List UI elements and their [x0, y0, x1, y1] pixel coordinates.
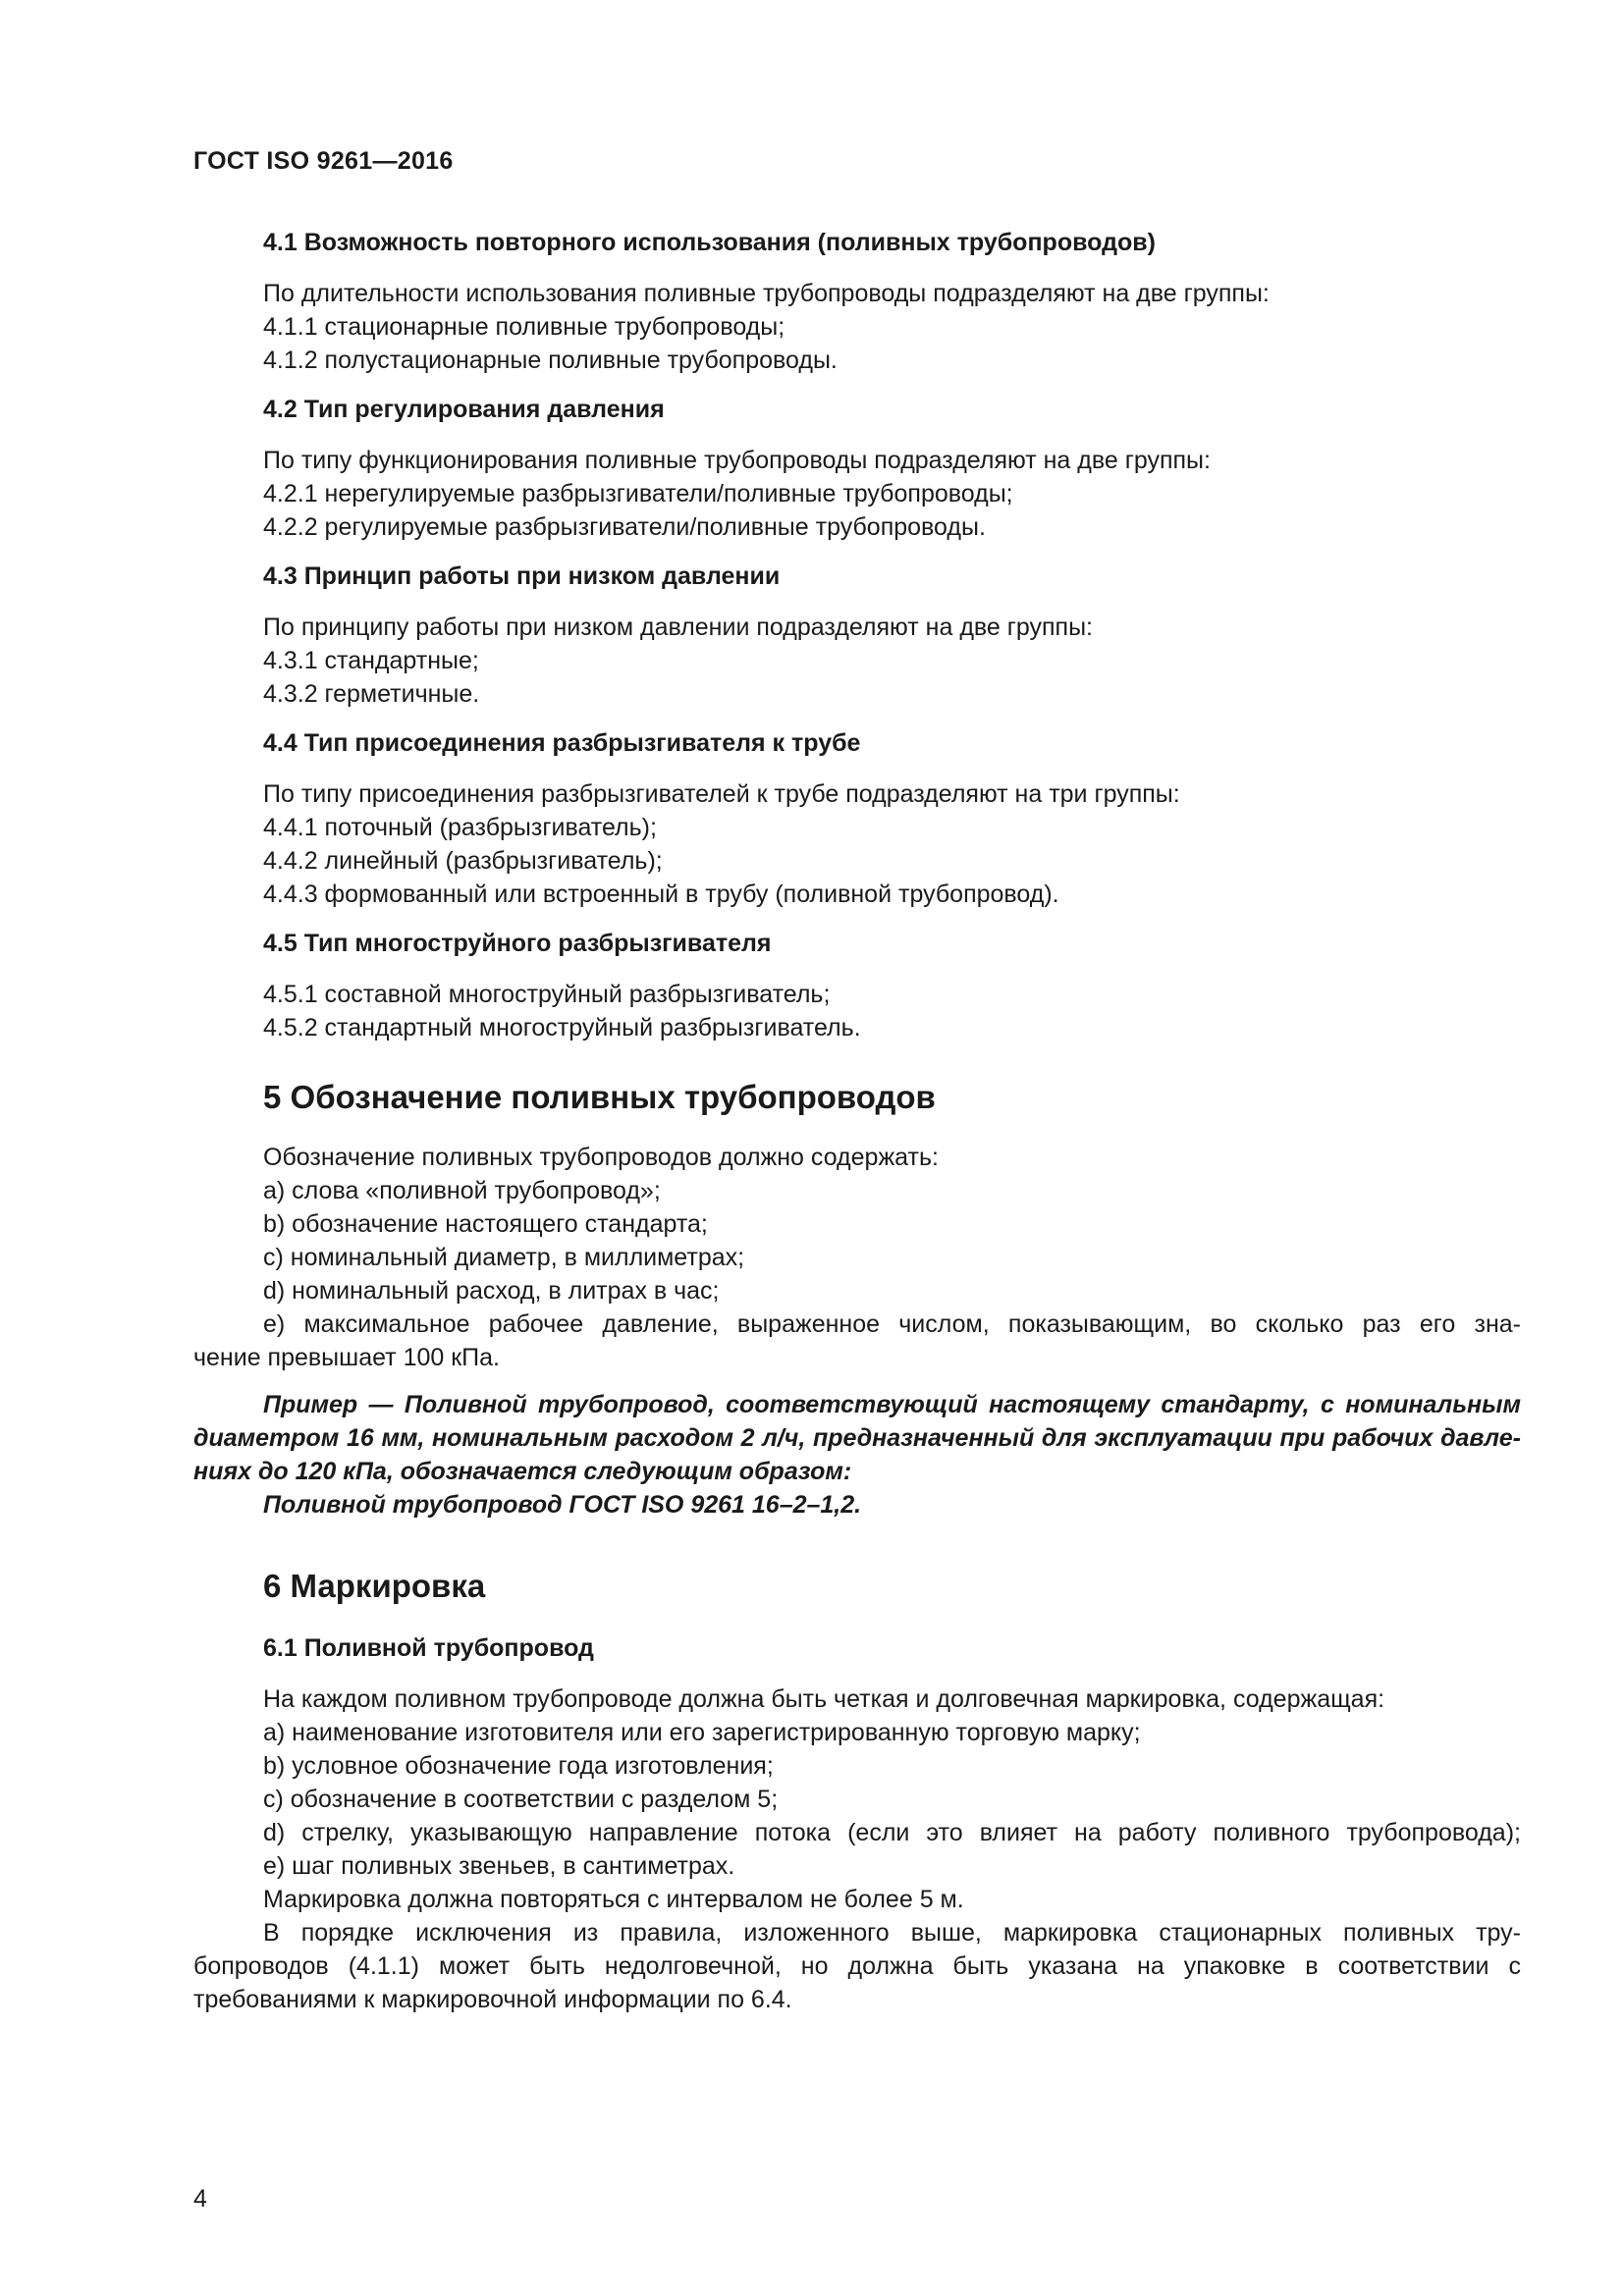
list-item: 4.5.1 составной многоструйный разбрызгиватель; — [263, 981, 831, 1008]
list-item: a) наименование изготовителя или его зарегистрированную торговую марку; — [263, 1719, 1141, 1746]
list-item: 4.3.1 стандартные; — [263, 647, 479, 674]
exception-paragraph-line: требованиями к маркировочной информации по 6.4. — [193, 1986, 792, 2013]
list-item: e) максимальное рабочее давление, выраженное числом, показывающим, во сколько раз его зна- — [263, 1310, 1521, 1338]
list-item-continuation: чение превышает 100 кПа. — [193, 1344, 500, 1371]
section-4-1-title: 4.1 Возможность повторного использования (поливных трубопроводов) — [263, 229, 1156, 256]
list-item: 4.2.1 нерегулируемые разбрызгиватели/поливные трубопроводы; — [263, 480, 1013, 507]
section-4-2-title: 4.2 Тип регулирования давления — [263, 396, 665, 423]
list-item: 4.2.2 регулируемые разбрызгиватели/поливные трубопроводы. — [263, 513, 986, 541]
example-line: Пример — Поливной трубопровод, соответствующий настоящему стандарту, с номинальным — [263, 1391, 1521, 1418]
section-6-1-intro: На каждом поливном трубопроводе должна быть четкая и долговечная маркировка, содержащая: — [263, 1685, 1385, 1713]
list-item: b) обозначение настоящего стандарта; — [263, 1210, 708, 1238]
list-item: 4.3.2 герметичные. — [263, 680, 480, 708]
section-4-3-title: 4.3 Принцип работы при низком давлении — [263, 562, 781, 590]
example-line: ниях до 120 кПа, обозначается следующим образом: — [193, 1458, 852, 1485]
marking-interval-text: Маркировка должна повторяться с интервалом не более 5 м. — [263, 1886, 964, 1913]
list-item: 4.4.2 линейный (разбрызгиватель); — [263, 847, 663, 875]
list-item: e) шаг поливных звеньев, в сантиметрах. — [263, 1852, 735, 1880]
list-item: 4.1.1 стационарные поливные трубопроводы; — [263, 313, 785, 341]
example-line: диаметром 16 мм, номинальным расходом 2 л/ч, предназначенный для эксплуатации при рабочих давле- — [193, 1424, 1521, 1452]
section-6-title: 6 Маркировка — [263, 1568, 486, 1604]
section-6-1-title: 6.1 Поливной трубопровод — [263, 1634, 594, 1662]
section-4-1-intro: По длительности использования поливные трубопроводы подразделяют на две группы: — [263, 280, 1270, 307]
list-item: c) номинальный диаметр, в миллиметрах; — [263, 1244, 745, 1271]
section-4-3-intro: По принципу работы при низком давлении подразделяют на две группы: — [263, 614, 1093, 641]
list-item: a) слова «поливной трубопровод»; — [263, 1177, 661, 1204]
list-item: d) стрелку, указывающую направление потока (если это влияет на работу поливного трубопровода); — [263, 1819, 1521, 1846]
section-5-title: 5 Обозначение поливных трубопроводов — [263, 1079, 936, 1115]
list-item: 4.1.2 полустационарные поливные трубопроводы. — [263, 347, 838, 374]
list-item: b) условное обозначение года изготовления; — [263, 1752, 774, 1780]
list-item: d) номинальный расход, в литрах в час; — [263, 1277, 720, 1305]
list-item: 4.4.3 формованный или встроенный в трубу (поливной трубопровод). — [263, 881, 1059, 908]
section-4-4-title: 4.4 Тип присоединения разбрызгивателя к трубе — [263, 729, 861, 757]
example-designation: Поливной трубопровод ГОСТ ISO 9261 16–2–1,2. — [263, 1491, 862, 1519]
exception-paragraph-line: бопроводов (4.1.1) может быть недолговечной, но должна быть указана на упаковке в соответствии с — [193, 1952, 1521, 1980]
list-item: 4.5.2 стандартный многоструйный разбрызгиватель. — [263, 1014, 861, 1041]
section-4-5-title: 4.5 Тип многоструйного разбрызгивателя — [263, 930, 772, 957]
section-5-intro: Обозначение поливных трубопроводов должно содержать: — [263, 1144, 939, 1171]
section-4-2-intro: По типу функционирования поливные трубопроводы подразделяют на две группы: — [263, 447, 1211, 474]
document-body — [193, 226, 1521, 2016]
document-code-header: ГОСТ ISO 9261—2016 — [193, 147, 454, 175]
exception-paragraph-line: В порядке исключения из правила, изложенного выше, маркировка стационарных поливных тру- — [263, 1919, 1521, 1947]
list-item: 4.4.1 поточный (разбрызгиватель); — [263, 814, 657, 841]
page-number: 4 — [193, 2185, 207, 2213]
section-4-4-intro: По типу присоединения разбрызгивателей к трубе подразделяют на три группы: — [263, 780, 1180, 808]
list-item: c) обозначение в соответствии с разделом 5; — [263, 1786, 779, 1813]
